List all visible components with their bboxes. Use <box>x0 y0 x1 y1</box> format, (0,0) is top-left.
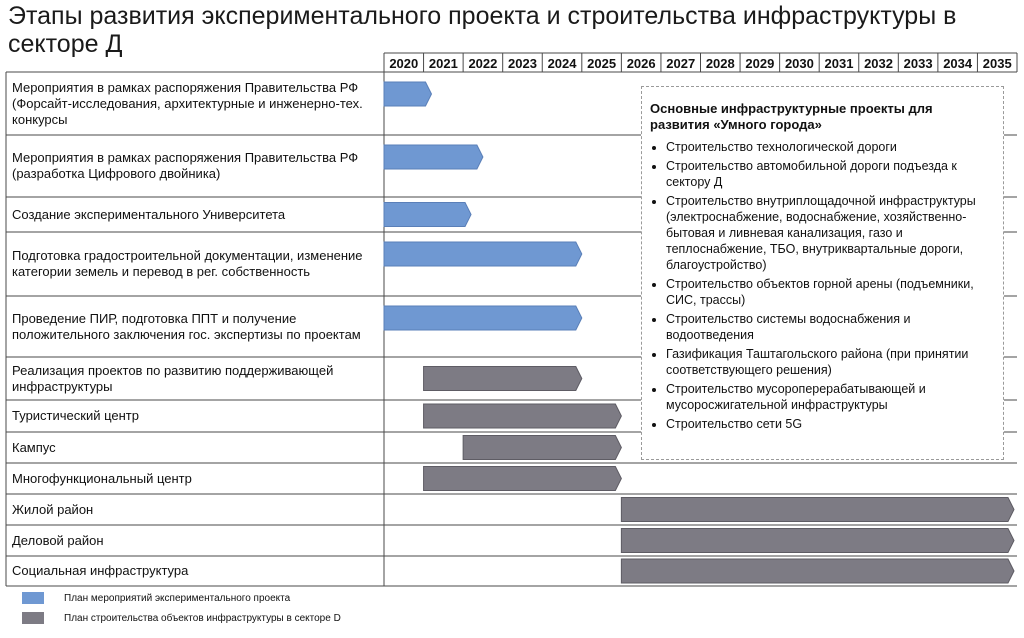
task-label <box>12 496 382 523</box>
task-label-text: Социальная инфраструктура <box>12 563 189 578</box>
year-tick-label: 2030 <box>784 56 814 71</box>
task-label-text: Создание экспериментального Университета <box>12 206 286 222</box>
gantt-bar-infrastructure <box>463 436 621 460</box>
year-tick-label: 2024 <box>547 56 577 71</box>
legend-swatch-infrastructure <box>22 612 44 624</box>
task-label <box>12 359 382 398</box>
gantt-bar-infrastructure <box>424 467 622 491</box>
task-label <box>12 434 382 461</box>
task-label <box>12 234 382 294</box>
infobox-item: • Строительство технологической дороги <box>666 139 993 155</box>
task-label-text: Подготовка градостроительной документации, изменение категории земель и перевод в рег. собственность <box>12 248 363 279</box>
infobox-item: • Строительство объектов горной арены (подъемники, СИС, трассы) <box>666 276 993 308</box>
legend-item-infrastructure <box>22 611 341 625</box>
legend-swatch-experiment <box>22 592 44 604</box>
infobox-list <box>650 139 993 432</box>
year-tick-label: 2032 <box>864 56 893 71</box>
task-label <box>12 527 382 554</box>
gantt-bar-experiment <box>384 203 471 227</box>
infobox-item: • Строительство внутриплощадочной инфраструктуры (электроснабжение, водоснабжение, хозяйственно-бытовая и ливневая канализация, газо и теплоснабжение, ТБО, внутриквартальные дороги, благоустройство) <box>666 193 993 273</box>
gantt-bar-experiment <box>384 242 582 266</box>
year-tick-label: 2023 <box>508 56 537 71</box>
legend-label-experiment: План мероприятий экспериментального проекта <box>64 592 291 604</box>
task-label-text: Жилой район <box>12 501 94 517</box>
year-tick-label: 2031 <box>824 56 854 71</box>
infobox-item: • Строительство сети 5G <box>666 416 993 432</box>
task-label-text: Мероприятия в рамках распоряжения Правительства РФ (разработка Цифрового двойника) <box>12 150 359 181</box>
task-label <box>12 137 382 195</box>
task-label <box>12 199 382 230</box>
task-label <box>12 74 382 133</box>
year-tick-label: 2026 <box>626 56 656 71</box>
gantt-bar-infrastructure <box>621 498 1014 522</box>
task-label-text: Многофункциональный центр <box>12 470 192 486</box>
year-tick-label: 2035 <box>982 56 1012 71</box>
infobox-title: Основные инфраструктурные проекты для развития «Умного города» <box>650 101 933 132</box>
gantt-bar-experiment <box>384 306 582 330</box>
task-label <box>12 465 382 492</box>
infobox-item: • Газификация Таштагольского района (при принятии соответствующего решения) <box>666 346 993 378</box>
task-label-text: Деловой район <box>12 532 104 548</box>
gantt-bar-experiment <box>384 82 431 106</box>
year-tick-label: 2033 <box>903 56 933 71</box>
task-label-text: Мероприятия в рамках распоряжения Правительства РФ (Форсайт-исследования, архитектурные и инженерно-тех. конкурсы <box>12 79 363 127</box>
task-label-text: Проведение ПИР, подготовка ППТ и получение положительного заключения гос. экспертизы по проектам <box>12 310 361 342</box>
task-label-text: Кампус <box>12 439 56 455</box>
year-tick-label: 2021 <box>428 56 458 71</box>
task-label <box>12 558 382 584</box>
infobox-item: • Строительство автомобильной дороги подъезда к сектору Д <box>666 158 993 190</box>
gantt-bar-infrastructure <box>621 559 1014 583</box>
gantt-bar-infrastructure <box>621 529 1014 553</box>
infrastructure-projects-box <box>641 86 1004 460</box>
year-tick-label: 2020 <box>389 56 419 71</box>
gantt-bar-experiment <box>384 145 483 169</box>
year-tick-label: 2034 <box>943 56 973 71</box>
infobox-item: • Строительство мусороперерабатывающей и мусоросжигательной инфраструктуры <box>666 381 993 413</box>
task-label-text: Туристический центр <box>12 408 139 423</box>
task-label-text: Реализация проектов по развитию поддерживающей инфраструктуры <box>12 362 334 394</box>
gantt-bar-infrastructure <box>424 404 622 428</box>
year-tick-label: 2022 <box>468 56 498 71</box>
year-tick-label: 2027 <box>666 56 696 71</box>
task-label <box>12 402 382 430</box>
task-label <box>12 298 382 355</box>
gantt-bar-infrastructure <box>424 367 582 391</box>
page-title: Этапы развития экспериментального проекта и строительства инфраструктуры в секторе Д <box>8 2 957 58</box>
year-tick-label: 2025 <box>587 56 617 71</box>
legend-item-experiment <box>22 591 290 605</box>
infobox-item: • Строительство системы водоснабжения и водоотведения <box>666 311 993 343</box>
year-tick-label: 2029 <box>745 56 775 71</box>
year-tick-label: 2028 <box>705 56 735 71</box>
legend-label-infrastructure: План строительства объектов инфраструктуры в секторе D <box>64 612 341 624</box>
